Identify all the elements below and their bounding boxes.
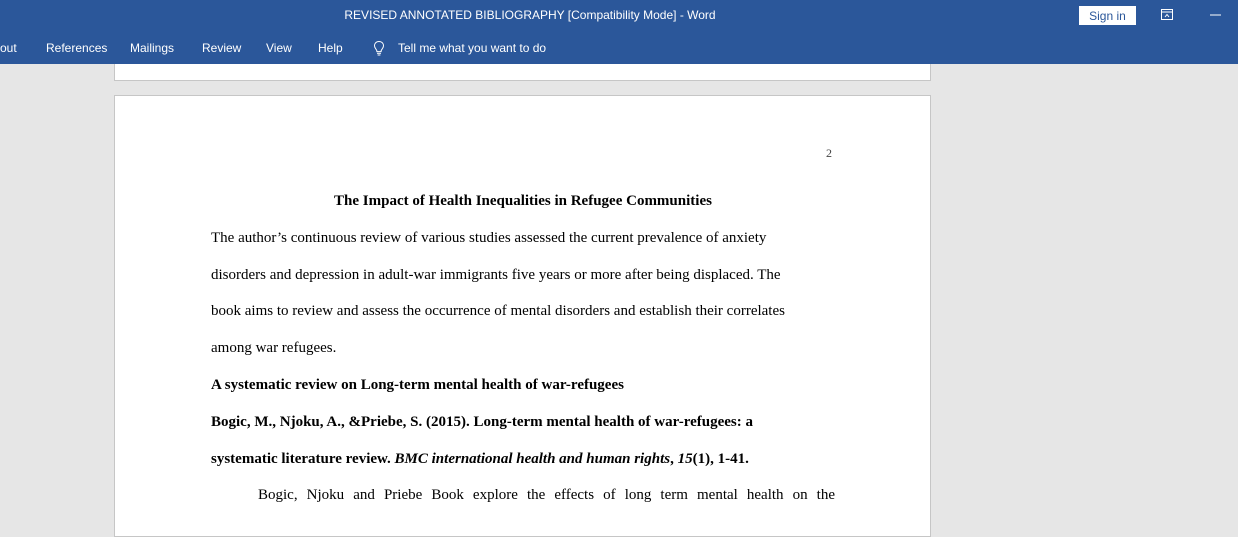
journal-volume: 15 bbox=[677, 451, 693, 467]
window-title: REVISED ANNOTATED BIBLIOGRAPHY [Compatibility Mode] - Word bbox=[344, 8, 716, 22]
ribbon-display-options-icon[interactable] bbox=[1160, 8, 1174, 22]
tab-mailings[interactable]: Mailings bbox=[130, 41, 175, 55]
section-subheading: A systematic review on Long-term mental health of war-refugees bbox=[211, 377, 624, 393]
citation-issue-pages: (1), 1-41. bbox=[692, 451, 749, 467]
tab-references[interactable]: References bbox=[46, 41, 108, 55]
minimize-icon[interactable] bbox=[1205, 8, 1225, 22]
citation-line-2-start: systematic literature review. bbox=[211, 451, 395, 467]
tab-layout[interactable]: out bbox=[0, 41, 17, 55]
tell-me-label: Tell me what you want to do bbox=[398, 41, 547, 55]
document-page[interactable] bbox=[114, 95, 931, 537]
paragraph-line: disorders and depression in adult-war immigrants five years or more after being displaced. The bbox=[211, 267, 781, 283]
citation-comma: , bbox=[670, 451, 678, 467]
lightbulb-icon bbox=[370, 39, 388, 57]
tab-review[interactable]: Review bbox=[202, 41, 242, 55]
annotation-line: Bogic, Njoku and Priebe Book explore the effects of long term mental health on the bbox=[258, 487, 835, 503]
title-bar bbox=[0, 0, 1238, 32]
page-number: 2 bbox=[826, 146, 832, 160]
citation-line-2 bbox=[211, 451, 749, 468]
previous-page-bottom bbox=[114, 64, 931, 81]
ribbon-tabs bbox=[0, 32, 1238, 64]
paragraph-line: The author’s continuous review of various studies assessed the current prevalence of anxiety bbox=[211, 230, 767, 246]
tab-help[interactable]: Help bbox=[318, 41, 343, 55]
paragraph-line: among war refugees. bbox=[211, 340, 337, 356]
document-heading: The Impact of Health Inequalities in Refugee Communities bbox=[334, 193, 712, 209]
journal-title: BMC international health and human rights bbox=[394, 451, 671, 467]
sign-in-button[interactable]: Sign in bbox=[1079, 6, 1136, 25]
tab-view[interactable]: View bbox=[266, 41, 292, 55]
paragraph-line: book aims to review and assess the occurrence of mental disorders and establish their correlates bbox=[211, 303, 785, 319]
citation-line-1: Bogic, M., Njoku, A., &Priebe, S. (2015). Long-term mental health of war-refugees: a bbox=[211, 414, 753, 430]
